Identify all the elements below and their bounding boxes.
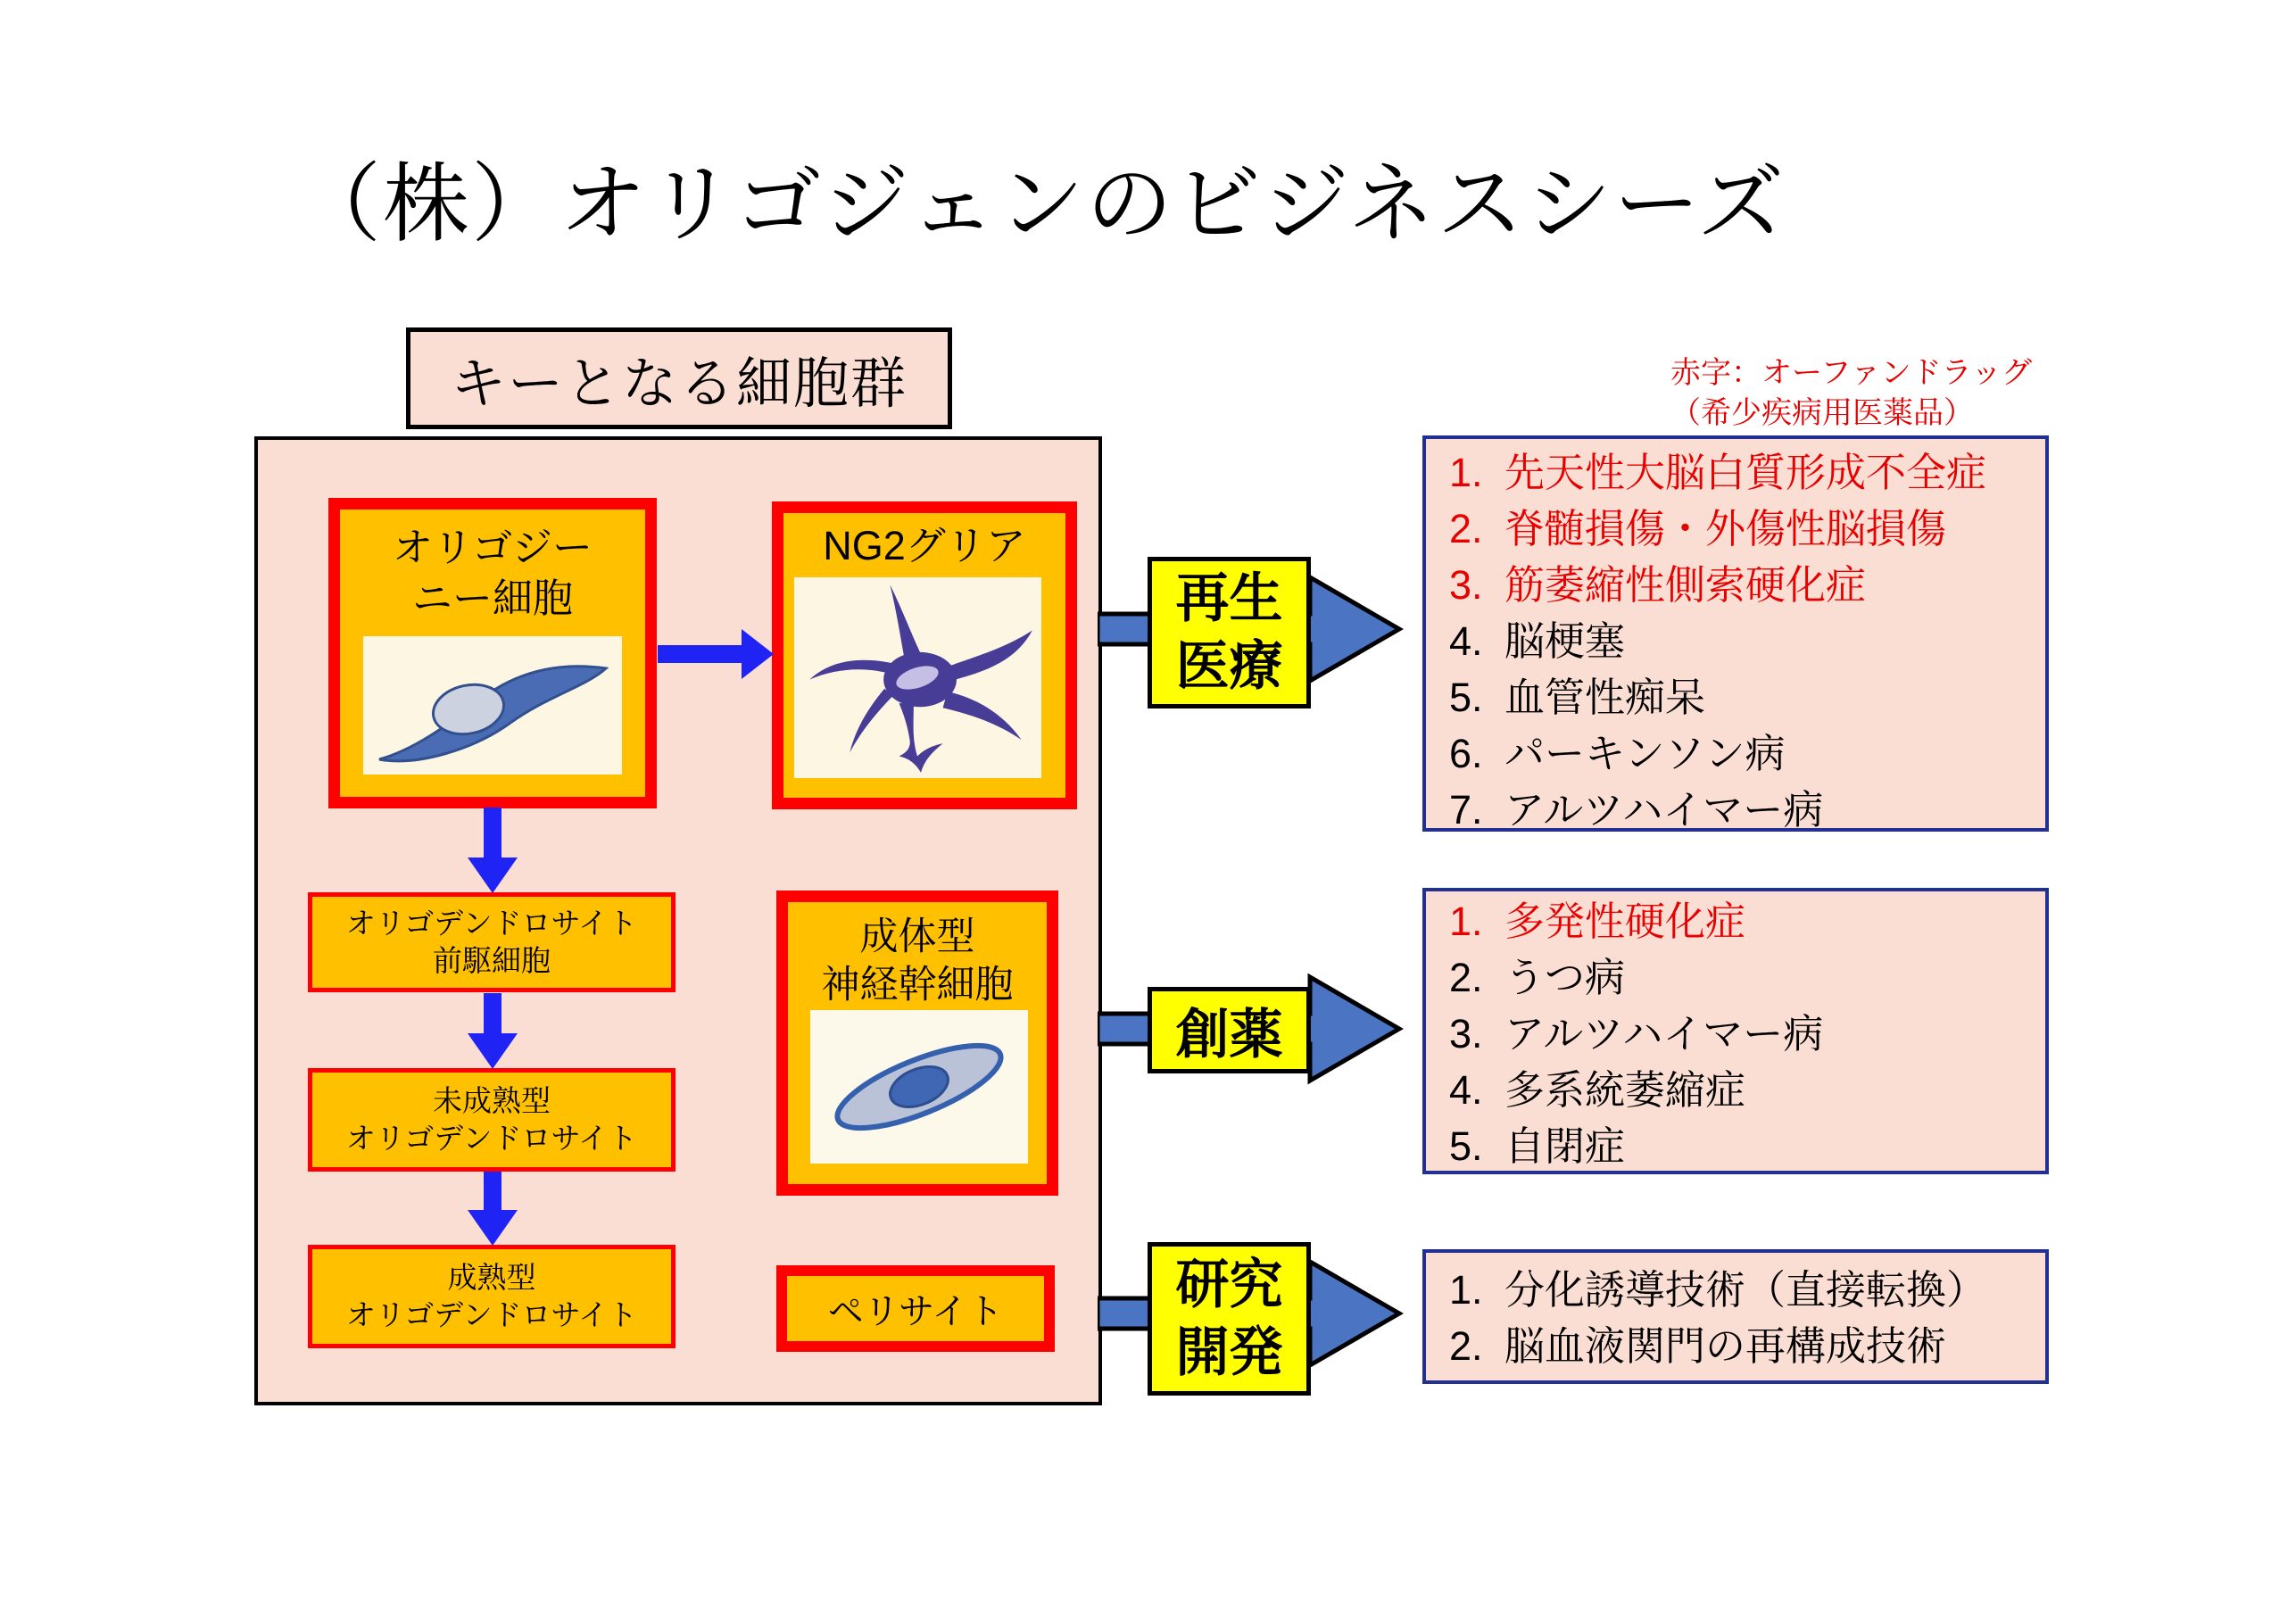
list-item-number: 5. [1449, 1123, 1483, 1169]
list-item-number: 6. [1449, 731, 1483, 776]
immature-label-line2: オリゴデンドロサイト [345, 1122, 638, 1155]
arrow-oligogeny-to-ng2-icon [658, 627, 774, 681]
orphan-drug-note [1670, 353, 2032, 434]
orphan-drug-note-line2: （希少疾病用医薬品） [1670, 396, 1974, 430]
list-item-text: 脳梗塞 [1504, 618, 1626, 664]
list-rnd [1422, 1249, 2049, 1384]
list-item [1449, 1118, 2045, 1174]
nsc-label [788, 913, 1047, 1009]
oligogeny-cell-label [340, 522, 645, 624]
list-item [1449, 444, 2045, 501]
list-item [1449, 669, 2045, 725]
category-rnd [1148, 1242, 1311, 1396]
list-item-number: 3. [1449, 562, 1483, 608]
drug-discovery-label: 創薬 [1175, 1004, 1283, 1065]
list-item-text: 筋萎縮性側索硬化症 [1504, 562, 1867, 608]
mature-oligodendrocyte-box [308, 1245, 676, 1348]
spindle-cell-icon [363, 636, 622, 775]
list-drug-discovery [1422, 888, 2049, 1174]
category-drug-discovery [1148, 987, 1311, 1073]
list-item [1449, 893, 2045, 949]
list-regenerative-medicine [1422, 435, 2049, 832]
oligogeny-cell-box [328, 498, 657, 808]
arrow-opc-to-immature-icon [468, 993, 518, 1069]
oligogeny-label-line2: ニー細胞 [411, 576, 573, 621]
list-item [1449, 949, 2045, 1006]
list-item-number: 5. [1449, 675, 1483, 720]
pericyte-label: ペリサイト [827, 1292, 1004, 1331]
list-item [1449, 1318, 2045, 1374]
list-item-text: 多系統萎縮症 [1504, 1067, 1746, 1113]
list-item-text: アルツハイマー病 [1504, 787, 1824, 833]
list-item-text: 脳血液関門の再構成技術 [1504, 1323, 1947, 1369]
list-item-number: 2. [1449, 955, 1483, 1000]
list-item-text: 先天性大脳白質形成不全症 [1504, 450, 1987, 495]
list-item-number: 3. [1449, 1011, 1483, 1056]
pericyte-box [776, 1265, 1055, 1352]
list-item [1449, 1006, 2045, 1062]
mature-label-line2: オリゴデンドロサイト [345, 1298, 638, 1331]
list-item-text: アルツハイマー病 [1504, 1011, 1824, 1056]
list-item [1449, 1262, 2045, 1318]
immature-oligodendrocyte-box [308, 1068, 676, 1172]
orphan-drug-note-line1: 赤字：オーファンドラッグ [1670, 356, 2032, 390]
list-item [1449, 1062, 2045, 1118]
category-regenerative-medicine [1148, 557, 1311, 708]
nsc-label-line2: 神経幹細胞 [821, 964, 1014, 1007]
list-item-text: うつ病 [1504, 955, 1626, 1000]
ng2-glia-box [772, 501, 1077, 809]
arrow-oligogeny-to-opc-icon [468, 808, 518, 893]
list-item-text: 分化誘導技術（直接転換） [1504, 1267, 1987, 1313]
adult-neural-stem-cell-box [776, 891, 1058, 1196]
list-item-text: 血管性痴呆 [1504, 675, 1706, 720]
page-title: （株）オリゴジェンのビジネスシーズ [294, 155, 1786, 253]
list-item-number: 1. [1449, 1267, 1483, 1313]
mature-label-line1: 成熟型 [447, 1261, 536, 1294]
immature-label-line1: 未成熟型 [433, 1084, 551, 1117]
list-item [1449, 725, 2045, 782]
list-item-number: 4. [1449, 618, 1483, 664]
ng2-glia-image [794, 577, 1041, 778]
ng2-glia-label: NG2グリア [823, 523, 1026, 568]
list-item-number: 7. [1449, 787, 1483, 833]
list-item-number: 1. [1449, 899, 1483, 944]
list-item-text: パーキンソン病 [1504, 731, 1786, 776]
regen-line2: 医療 [1175, 636, 1283, 696]
opc-label-line1: オリゴデンドロサイト [345, 907, 638, 940]
list-item-text: 多発性硬化症 [1504, 899, 1746, 944]
key-cells-label: キーとなる細胞群 [450, 352, 908, 415]
list-item-number: 4. [1449, 1067, 1483, 1113]
list-item [1449, 557, 2045, 613]
key-cells-label-box [406, 327, 952, 429]
list-item-number: 2. [1449, 506, 1483, 551]
list-item-text: 自閉症 [1504, 1123, 1626, 1169]
nsc-image [810, 1010, 1028, 1164]
opc-label-line2: 前駆細胞 [433, 944, 551, 977]
rnd-line1: 研究 [1175, 1255, 1283, 1314]
list-item [1449, 613, 2045, 669]
oligogeny-label-line1: オリゴジー [392, 525, 593, 570]
list-item [1449, 501, 2045, 557]
list-item-text: 脊髄損傷・外傷性脳損傷 [1504, 506, 1947, 551]
nsc-label-line1: 成体型 [859, 916, 975, 958]
lens-cell-icon [810, 1010, 1028, 1164]
star-cell-icon [794, 577, 1041, 778]
opc-box [308, 892, 676, 992]
list-item [1449, 782, 2045, 838]
oligogeny-cell-image [363, 636, 622, 775]
list-item-number: 1. [1449, 450, 1483, 495]
regen-line1: 再生 [1175, 568, 1283, 628]
rnd-line2: 開発 [1175, 1322, 1283, 1382]
arrow-immature-to-mature-icon [468, 1172, 518, 1246]
list-item-number: 2. [1449, 1323, 1483, 1369]
